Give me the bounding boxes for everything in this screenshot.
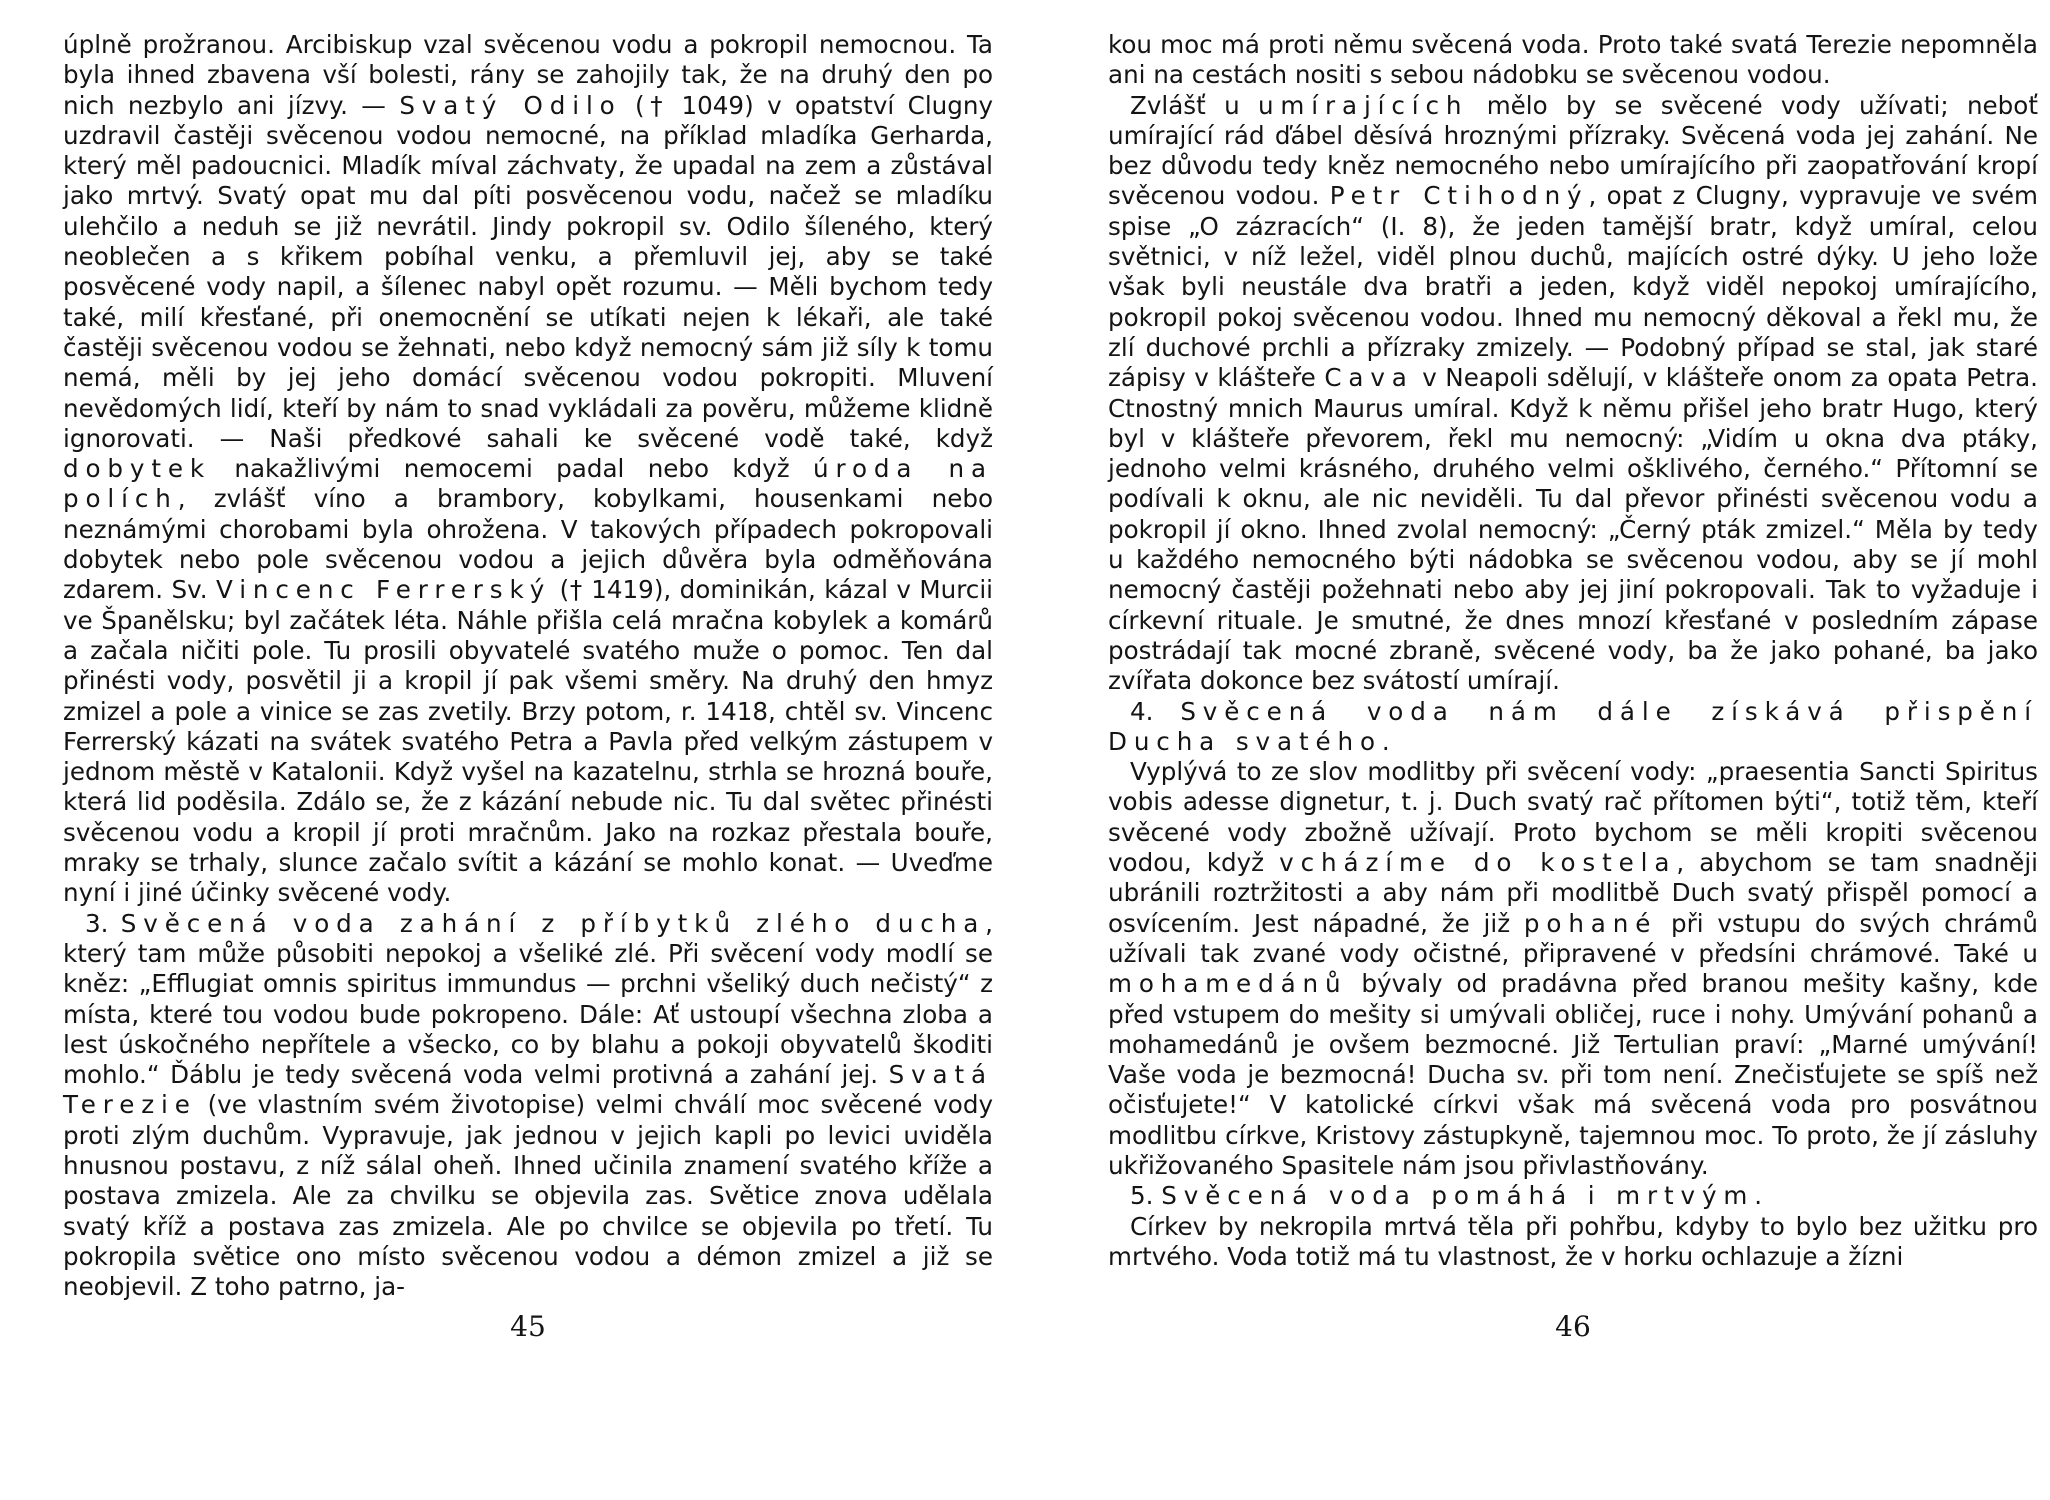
paragraph bbox=[1108, 30, 2038, 91]
emphasized-text: vcházíme do kostela bbox=[1279, 848, 1677, 878]
text-run: 5. bbox=[1130, 1181, 1162, 1211]
paragraph bbox=[63, 909, 993, 1303]
text-run: , abychom se tam snadněji ubránili roztržitosti a aby nám při modlitbě Duch svatý přispěl pomocí a osvícením. Jest nápadné, že již bbox=[1108, 848, 2038, 938]
paragraph bbox=[1108, 1181, 2038, 1211]
text-run: mělo by se svěcené vody užívati; neboť umírající rád ďábel děsívá hroznými přízraky. Svěcená voda jej zahání. Ne bez důvodu tedy kněz nemocného nebo umírajícího při zaopatřování kropí svěcenou vodou. bbox=[1108, 90, 2038, 211]
text-run: v Neapoli sdělují, v klášteře onom za opata Petra. Ctnostný mnich Maurus umíral. Když k němu přišel jeho bratr Hugo, který byl v klášteře převorem, řekl mu nemocný: „Vidím u okna dva ptáky, jednoho velmi krásného, druhého velmi ošklivého, černého.“ Přítomní se podívali k oknu, ale nic neviděli. Tu dal převor přinésti svěcenou vodu a pokropil jí okno. Ihned zvolal nemocný: „Černý pták zmizel.“ Měla by tedy u každého nemocného býti nádobka se svěcenou vodou, aby se jí mohl nemocný častěji požehnati nebo aby jej jiní pokropovali. Tak to vyžaduje i církevní rituale. Je smutné, že dnes mnozí křesťané v posledním zápase postrádají tak mocné zbraně, svěcené vody, ba že jako pohané, ba jako zvířata dokonce bez svátostí umírají. bbox=[1108, 363, 2038, 696]
emphasized-text: pohané bbox=[1523, 908, 1658, 938]
text-run: 3. bbox=[85, 908, 121, 938]
text-run: Vyplývá to ze slov modlitby při svěcení vody: „praesentia Sancti Spiritus vobis adesse dignetur, t. j. Duch svatý rač přítomen býti“, totiž těm, kteří svěcené vody zbožně užívají. Proto bychom se měli kropiti svěcenou vodou, když bbox=[1108, 757, 2038, 878]
emphasized-text: Svěcená voda zahání z příbytků zlého ducha bbox=[120, 908, 986, 938]
emphasized-text: Cava bbox=[1324, 363, 1414, 393]
paragraph bbox=[1108, 1212, 2038, 1273]
emphasized-text: Svatá Terezie bbox=[63, 1060, 993, 1120]
text-run: († 1049) v opatství Clugny uzdravil častěji svěcenou vodou nemocné, na příklad mladíka Gerharda, který měl padoucnici. Mladík míval záchvaty, že upadal na zem a zůstával jako mrtvý. Svatý opat mu dal píti posvěcenou vodu, načež se mladíku ulehčilo a neduh se již nevrátil. Jindy pokropil sv. Odilo šíleného, který neoblečen a s křikem pobíhal venku, a přemluvil jej, aby se také posvěcené vody napil, a šílenec nabyl opět rozumu. — Měli bychom tedy také, milí křesťané, při onemocnění se utíkati nejen k lékaři, ale také častěji svěcenou vodou se žehnati, nebo když nemocný sám již síly k tomu nemá, měli by jej jeho domácí svěcenou vodou pokropiti. Mluvení nevědomých lidí, kteří by nám to snad vykládali za pověru, můžeme klidně ignorovati. — Naši předkové sahali ke svěcené vodě také, když bbox=[63, 90, 994, 453]
text-run: Zvlášť u bbox=[1130, 90, 1258, 120]
emphasized-text: úroda na polích bbox=[63, 454, 993, 514]
page-left bbox=[63, 30, 993, 1430]
text-run: nakažlivými nemocemi padal nebo když bbox=[211, 454, 814, 484]
emphasized-text: mohamedánů bbox=[1108, 969, 1348, 999]
text-run: . bbox=[1381, 726, 1390, 756]
text-run: , zvlášť víno a brambory, kobylkami, housenkami nebo neznámými chorobami byla ohrožena. V takových případech pokropovali dobytek nebo pole svěcenou vodou a jejich důvěra byla odměňována zdarem. Sv. bbox=[63, 484, 993, 605]
paragraph bbox=[1108, 697, 2038, 758]
paragraph bbox=[1108, 91, 2038, 697]
paragraph bbox=[1108, 757, 2038, 1181]
text-run: (ve vlastním svém životopise) velmi chválí moc svěcené vody proti zlým duchům. Vypravuje, jak jednou v jejich kapli po levici uviděla hnusnou postavu, z níž sálal oheň. Ihned učinila znamení svatého kříže a postava zmizela. Ale za chvilku se objevila zas. Světice znova udělala svatý kříž a postava zas zmizela. Ale po chvilce se objevila po třetí. Tu pokropila světice ono místo svěcenou vodou a démon zmizel a již se neobjevil. Z toho patrno, ja- bbox=[63, 1090, 993, 1302]
page-number-left: 45 bbox=[510, 1310, 546, 1343]
page-number-right: 46 bbox=[1555, 1310, 1591, 1343]
left-page-text bbox=[63, 30, 993, 1302]
emphasized-text: Vincenc Ferrerský bbox=[216, 575, 552, 605]
emphasized-text: umírajících bbox=[1257, 90, 1469, 120]
text-run: 4. bbox=[1130, 696, 1181, 726]
text-run: . bbox=[1754, 1181, 1763, 1211]
text-run: při vstupu do svých chrámů užívali tak zvané vody očistné, připravené v předsíni chrámové. Také u bbox=[1108, 908, 2038, 968]
text-run: († 1419), dominikán, kázal v Murcii ve Španělsku; byl začátek léta. Náhle přišla celá mračna kobylek a komárů a začala ničiti pole. Tu prosili obyvatelé svatého muže o pomoc. Ten dal přinésti vody, posvětil ji a kropil jí pak všemi směry. Na druhý den hmyz zmizel a pole a vinice se zas zvetily. Brzy potom, r. 1418, chtěl sv. Vincenc Ferrerský kázati na svátek svatého Petra a Pavla před velkým zástupem v jednom městě v Katalonii. Když vyšel na kazatelnu, strhla se hrozná bouře, která lid poděsila. Zdálo se, že z kázání nebude nic. Tu dal světec přinésti svěcenou vodu a kropil jí proti mračnům. Jako na rozkaz přestala bouře, mraky se trhaly, slunce začalo svítit a kázání se mohlo konat. — Uveďme nyní i jiné účinky svěcené vody. bbox=[63, 575, 993, 908]
page-right bbox=[1108, 30, 2038, 1430]
text-run: kou moc má proti němu svěcená voda. Proto také svatá Terezie nepomněla ani na cestách nositi s sebou nádobku se svěcenou vodou. bbox=[1108, 30, 2038, 90]
text-run: úplně prožranou. Arcibiskup vzal svěcenou vodu a pokropil nemocnou. Ta byla ihned zbavena vší bolesti, rány se zahojily tak, že na druhý den po nich nezbylo ani jízvy. — bbox=[63, 30, 993, 120]
emphasized-text: dobytek bbox=[63, 454, 212, 484]
paragraph bbox=[63, 30, 993, 909]
text-run: , opat z Clugny, vypravuje ve svém spise „O zázracích“ (I. 8), že jeden tamější bratr, když umíral, celou světnici, v níž ležel, viděl plnou duchů, majících ostré dýky. U jeho lože však byli neustále dva bratři a jeden, když viděl nepokoj umírajícího, pokropil pokoj svěcenou vodou. Ihned mu nemocný děkoval a řekl mu, že zlí duchové prchli a přízraky zmizely. — Podobný případ se stal, jak staré zápisy v klášteře bbox=[1108, 181, 2038, 393]
text-run: Církev by nekropila mrtvá těla při pohřbu, kdyby to bylo bez užitku pro mrtvého. Voda totiž má tu vlastnost, že v horku ochlazuje a žízni bbox=[1108, 1211, 2038, 1271]
emphasized-text: Petr Ctihodný bbox=[1329, 181, 1589, 211]
right-page-text bbox=[1108, 30, 2038, 1272]
emphasized-text: Svěcená voda pomáhá i mrtvým bbox=[1161, 1181, 1755, 1211]
emphasized-text: Svatý Odilo bbox=[399, 90, 622, 120]
emphasized-text: Svěcená voda nám dále získává přispění Ducha svatého bbox=[1108, 696, 2038, 756]
text-run: , který tam může působiti nepokoj a všeliké zlé. Při svěcení vody modlí se kněz: „Efflugiat omnis spiritus immundus — prchni všeliký duch nečistý“ z místa, které tou vodou bude pokropeno. Dále: Ať ustoupí všechna zloba a lest úskočného nepřítele a všecko, co by blahu a pokoji obyvatelů škoditi mohlo.“ Ďáblu je tedy svěcená voda velmi protivná a zahání jej. bbox=[63, 908, 993, 1090]
text-run: bývaly od pradávna před branou mešity kašny, kde před vstupem do mešity si umývali obličej, ruce i nohy. Umývání pohanů a mohamedánů je ovšem bezmocné. Již Tertulian praví: „Marné umývání! Vaše voda je bezmocná! Ducha sv. při tom není. Znečisťujete se spíš než očisťujete!“ V katolické církvi však má svěcená voda pro posvátnou modlitbu církve, Kristovy zástupkyně, tajemnou moc. To proto, že jí zásluhy ukřižovaného Spasitele nám jsou přivlastňovány. bbox=[1108, 969, 2038, 1180]
